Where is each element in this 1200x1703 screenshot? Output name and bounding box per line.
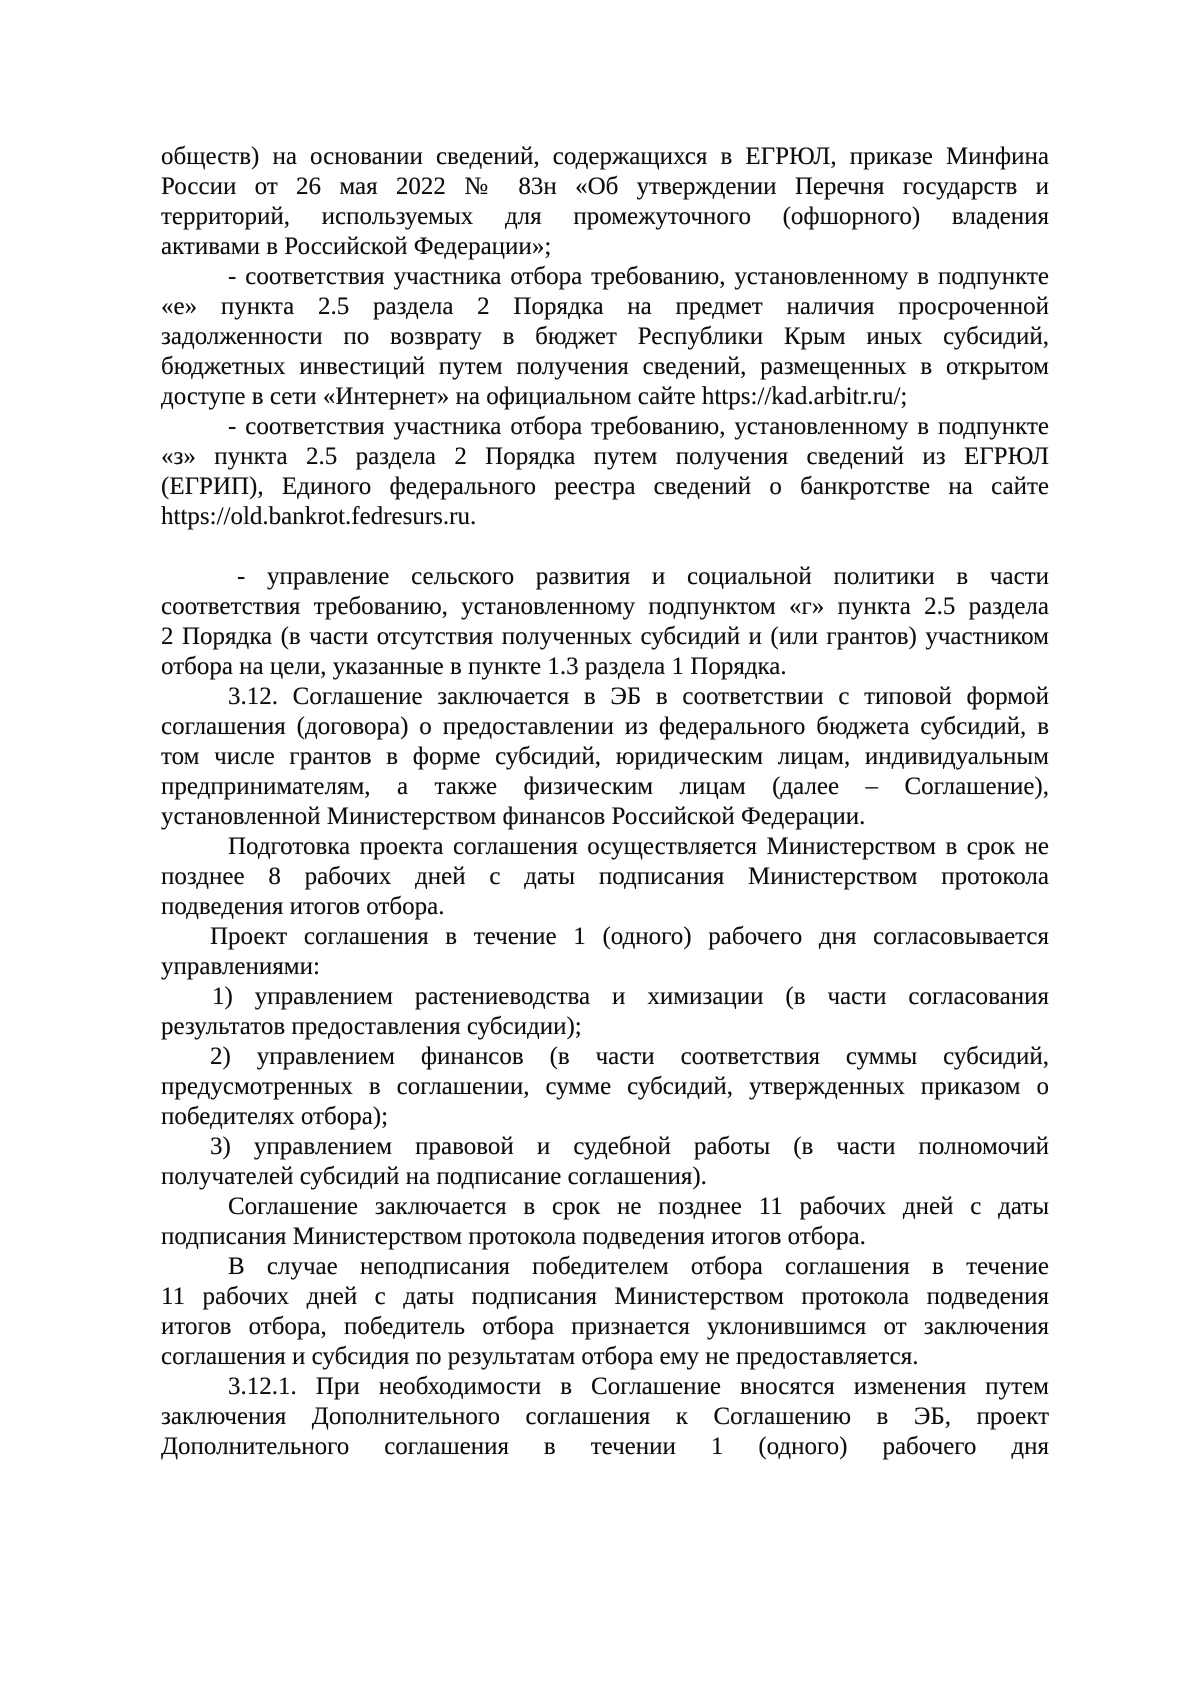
text-line: активами в Российской Федерации»; bbox=[161, 233, 552, 260]
list-item-2 bbox=[161, 1042, 1049, 1132]
text-line: отбора на цели, указанные в пункте 1.3 раздела 1 Порядка. bbox=[161, 653, 787, 680]
text-line: 1) управлением растениеводства и химизации (в части согласования bbox=[212, 983, 1049, 1010]
text-line: (ЕГРИП), Единого федерального реестра сведений о банкротстве на сайте bbox=[161, 473, 1049, 500]
text-line: итогов отбора, победитель отбора признается уклонившимся от заключения bbox=[161, 1313, 1049, 1340]
text-line: - управление сельского развития и социальной политики в части bbox=[237, 563, 1049, 590]
text-line: обществ) на основании сведений, содержащихся в ЕГРЮЛ, приказе Минфина bbox=[161, 143, 1049, 170]
paragraph-draft-preparation bbox=[161, 832, 1049, 922]
text-line: соглашения (договора) о предоставлении из федерального бюджета субсидий, в bbox=[161, 713, 1049, 740]
text-line: доступе в сети «Интернет» на официальном сайте https://kad.arbitr.ru/; bbox=[161, 383, 908, 410]
text-line: - соответствия участника отбора требованию, установленному в подпункте bbox=[228, 413, 1049, 440]
document-body bbox=[161, 142, 1049, 1462]
text-line: том числе грантов в форме субсидий, юридическим лицам, индивидуальным bbox=[161, 743, 1049, 770]
text-line: бюджетных инвестиций путем получения сведений, размещенных в открытом bbox=[161, 353, 1049, 380]
text-line: предусмотренных в соглашении, сумме субсидий, утвержденных приказом о bbox=[161, 1073, 1049, 1100]
text-line: России от 26 мая 2022 № 83н «Об утверждении Перечня государств и bbox=[161, 173, 1049, 200]
text-line: В случае неподписания победителем отбора соглашения в течение bbox=[228, 1253, 1049, 1280]
paragraph-draft-approval bbox=[161, 922, 1049, 982]
text-line: предпринимателям, а также физическим лицам (далее – Соглашение), bbox=[161, 773, 1049, 800]
text-line: соглашения и субсидия по результатам отбора ему не предоставляется. bbox=[161, 1343, 919, 1370]
text-line: 11 рабочих дней с даты подписания Министерством протокола подведения bbox=[161, 1283, 1049, 1310]
text-line: https://old.bankrot.fedresurs.ru. bbox=[161, 503, 477, 530]
paragraph-bankrot-check bbox=[161, 412, 1049, 532]
text-line: территорий, используемых для промежуточного (офшорного) владения bbox=[161, 203, 1049, 230]
paragraph-3-12 bbox=[161, 682, 1049, 832]
text-line: управлениями: bbox=[161, 953, 320, 980]
text-line: Проект соглашения в течение 1 (одного) рабочего дня согласовывается bbox=[210, 923, 1049, 950]
paragraph-non-signing bbox=[161, 1252, 1049, 1372]
text-line: - соответствия участника отбора требованию, установленному в подпункте bbox=[228, 263, 1049, 290]
text-line: Дополнительного соглашения в течении 1 (одного) рабочего дня bbox=[161, 1433, 1049, 1460]
text-line: победителях отбора); bbox=[161, 1103, 389, 1130]
list-item-1 bbox=[161, 982, 1049, 1042]
text-line: результатов предоставления субсидии); bbox=[161, 1013, 582, 1040]
text-line: подведения итогов отбора. bbox=[161, 893, 445, 920]
text-line: «е» пункта 2.5 раздела 2 Порядка на предмет наличия просроченной bbox=[161, 293, 1049, 320]
text-line: Соглашение заключается в срок не позднее 11 рабочих дней с даты bbox=[228, 1193, 1049, 1220]
text-line: 2 Порядка (в части отсутствия полученных субсидий и (или грантов) участником bbox=[161, 623, 1049, 650]
paragraph-rural-development bbox=[161, 562, 1049, 682]
text-line: 3.12. Соглашение заключается в ЭБ в соответствии с типовой формой bbox=[228, 683, 1049, 710]
paragraph-continuation bbox=[161, 142, 1049, 262]
text-line: 2) управлением финансов (в части соответствия суммы субсидий, bbox=[210, 1043, 1049, 1070]
paragraph-conclusion-deadline bbox=[161, 1192, 1049, 1252]
text-line: 3) управлением правовой и судебной работы (в части полномочий bbox=[210, 1133, 1049, 1160]
text-line: задолженности по возврату в бюджет Республики Крым иных субсидий, bbox=[161, 323, 1049, 350]
text-line: соответствия требованию, установленному подпунктом «г» пункта 2.5 раздела bbox=[161, 593, 1049, 620]
text-line: позднее 8 рабочих дней с даты подписания Министерством протокола bbox=[161, 863, 1049, 890]
paragraph-3-12-1 bbox=[161, 1372, 1049, 1462]
list-item-3 bbox=[161, 1132, 1049, 1192]
paragraph-kad-arbitr-check bbox=[161, 262, 1049, 412]
text-line: получателей субсидий на подписание соглашения). bbox=[161, 1163, 707, 1190]
text-line: подписания Министерством протокола подведения итогов отбора. bbox=[161, 1223, 866, 1250]
text-line: установленной Министерством финансов Российской Федерации. bbox=[161, 803, 866, 830]
text-line: 3.12.1. При необходимости в Соглашение вносятся изменения путем bbox=[228, 1373, 1049, 1400]
text-line: «з» пункта 2.5 раздела 2 Порядка путем получения сведений из ЕГРЮЛ bbox=[161, 443, 1049, 470]
text-line: Подготовка проекта соглашения осуществляется Министерством в срок не bbox=[228, 833, 1049, 860]
text-line: заключения Дополнительного соглашения к Соглашению в ЭБ, проект bbox=[161, 1403, 1049, 1430]
